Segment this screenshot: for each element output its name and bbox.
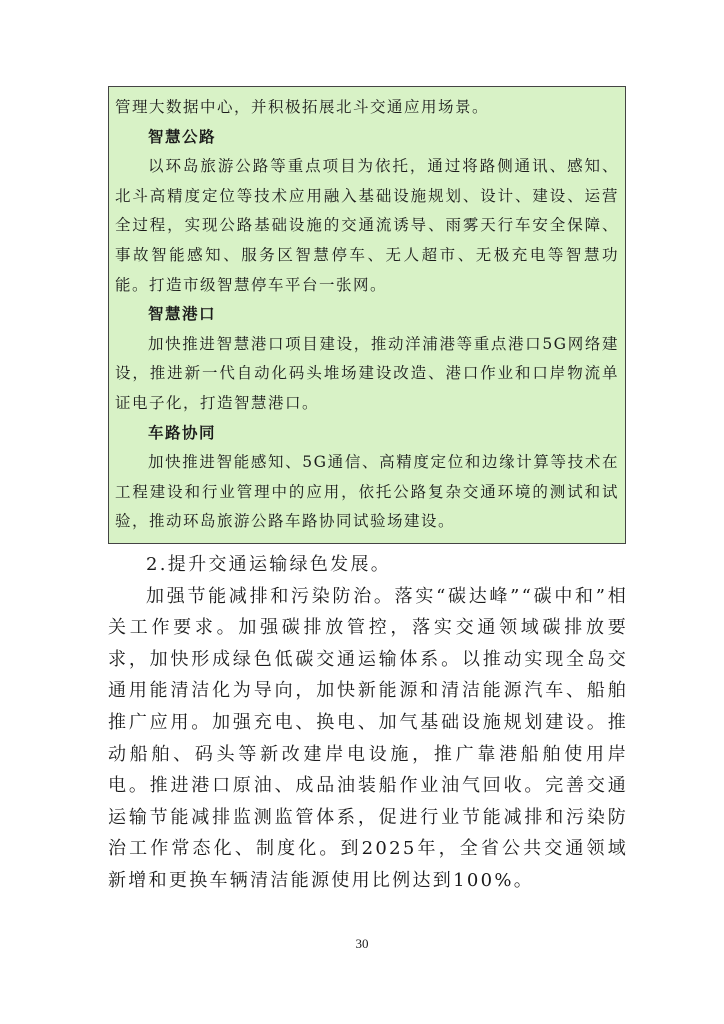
heading-smart-highway: 智慧公路: [148, 127, 217, 146]
heading-vehicle-road-coordination: 车路协同: [148, 423, 217, 442]
paragraph-smart-highway: 以环岛旅游公路等重点项目为依托，通过将路侧通讯、感知、北斗高精度定位等技术应用融入基础设施规划、设计、建设、运营全过程，实现公路基础设施的交通流诱导、雨雾天行车安全保障、事故智能感知、服务区智慧停车、无人超市、无极充电等智慧功能。打造市级智慧停车平台一张网。: [115, 157, 619, 294]
box-intro-line: 管理大数据中心，并积极拓展北斗交通应用场景。: [115, 98, 490, 116]
highlight-box: [108, 86, 626, 544]
section-title: 2.提升交通运输绿色发展。: [146, 554, 392, 575]
page-number: 30: [355, 936, 369, 951]
paragraph-smart-port: 加快推进智慧港口项目建设，推动洋浦港等重点港口5G网络建设，推进新一代自动化码头堆场建设改造、港口作业和口岸物流单证电子化，打造智慧港口。: [115, 334, 619, 412]
body-paragraph: 加强节能减排和污染防治。落实“碳达峰”“碳中和”相关工作要求。加强碳排放管控，落实交通领域碳排放要求，加快形成绿色低碳交通运输体系。以推动实现全岛交通用能清洁化为导向，加快新能源和清洁能源汽车、船舶推广应用。加强充电、换电、加气基础设施规划建设。推动船舶、码头等新改建岸电设施，推广靠港船舶使用岸电。推进港口原油、成品油装船作业油气回收。完善交通运输节能减排监测监管体系，促进行业节能减排和污染防治工作常态化、制度化。到2025年，全省公共交通领域新增和更换车辆清洁能源使用比例达到100%。: [108, 585, 628, 891]
heading-smart-port: 智慧港口: [148, 305, 217, 324]
paragraph-vehicle-road-coordination: 加快推进智能感知、5G通信、高精度定位和边缘计算等技术在工程建设和行业管理中的应用，依托公路复杂交通环境的测试和试验，推动环岛旅游公路车路协同试验场建设。: [115, 453, 619, 531]
main-body: [108, 549, 628, 897]
